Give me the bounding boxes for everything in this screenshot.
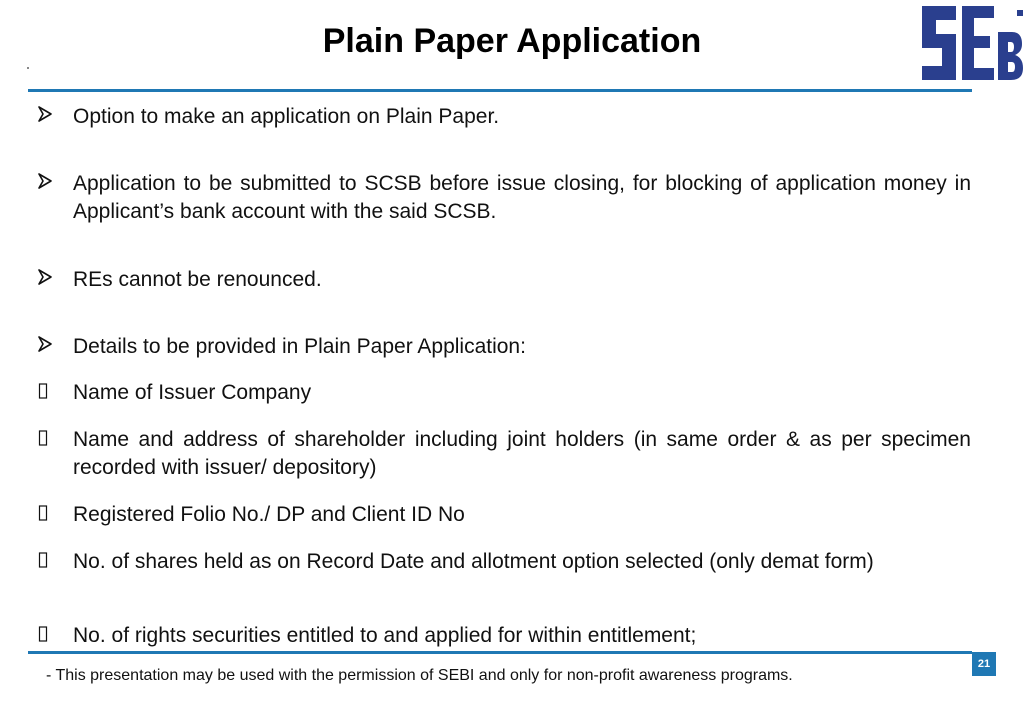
box-bullet-icon: [38, 504, 52, 522]
bullet-text: No. of rights securities entitled to and applied for within entitlement;: [73, 624, 697, 647]
arrow-bullet-icon: [38, 106, 52, 124]
arrow-bullet-icon: [38, 336, 52, 354]
arrow-bullet-icon: [38, 173, 52, 191]
footer-divider: [28, 651, 972, 654]
bullet-text: Name of Issuer Company: [73, 381, 312, 404]
bullet-text: REs cannot be renounced.: [73, 268, 322, 291]
decorative-dot: [27, 67, 29, 69]
box-bullet-icon: [38, 382, 52, 400]
bullet-text: Application to be submitted to SCSB before issue closing, for blocking of application money in Applicant’s bank account with the said SCSB.: [73, 172, 971, 223]
arrow-bullet-icon: [38, 269, 52, 287]
bullet-text: Option to make an application on Plain Paper.: [73, 105, 500, 128]
footer-disclaimer: - This presentation may be used with the permission of SEBI and only for non-profit awareness programs.: [46, 667, 793, 684]
page-number-badge: 21: [972, 652, 996, 676]
slide-title: Plain Paper Application: [322, 22, 702, 60]
header-divider: [28, 89, 972, 92]
box-bullet-icon: [38, 625, 52, 643]
bullet-text: Name and address of shareholder including joint holders (in same order & as per specimen recorded with issuer/ depository): [73, 428, 971, 479]
bullet-text: Details to be provided in Plain Paper Application:: [73, 335, 526, 358]
box-bullet-icon: [38, 551, 52, 569]
sebi-logo-icon: [918, 2, 1024, 84]
bullet-text: Registered Folio No./ DP and Client ID No: [73, 503, 465, 526]
bullet-text: No. of shares held as on Record Date and allotment option selected (only demat form): [73, 550, 874, 573]
box-bullet-icon: [38, 429, 52, 447]
